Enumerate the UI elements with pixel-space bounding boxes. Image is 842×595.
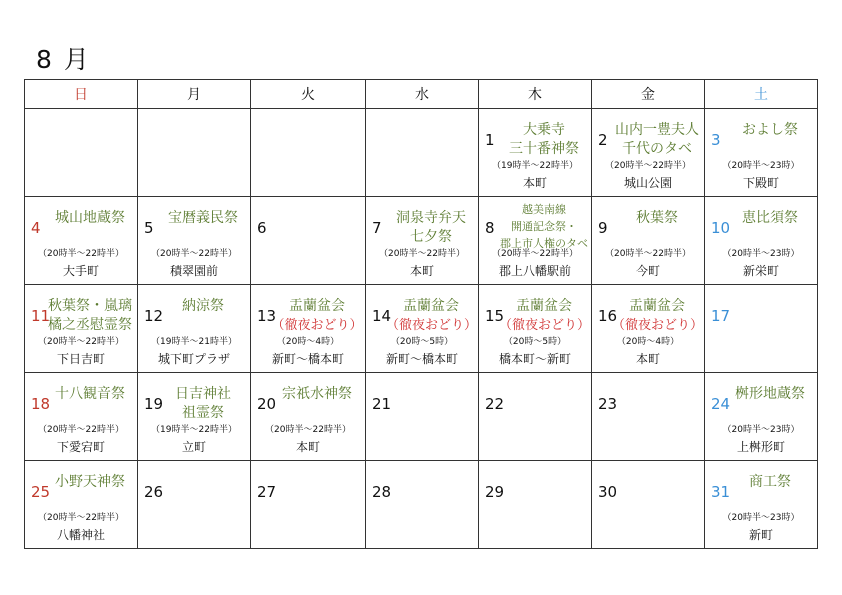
- calendar-day-cell: [705, 109, 818, 197]
- day-number: 28: [372, 483, 392, 501]
- event-name-line: 三十番神祭: [509, 141, 579, 157]
- event-time: （20時半～22時半）: [492, 249, 578, 259]
- event-time: （20時～4時）: [276, 337, 340, 347]
- event-name-line: 十八観音祭: [55, 386, 125, 402]
- weekday-monday: 月: [138, 80, 251, 109]
- event-time: （20時半～23時）: [722, 161, 800, 171]
- event-place: 郡上八幡駅前: [498, 264, 571, 278]
- day-number: 3: [711, 131, 721, 149]
- day-number: 29: [485, 483, 505, 501]
- calendar-day-cell: [366, 285, 479, 373]
- event-name-line: 祖霊祭: [182, 405, 224, 421]
- event-name: [45, 385, 135, 404]
- calendar-day-cell: [479, 373, 592, 461]
- event-name-line: 越美南線: [522, 203, 566, 216]
- event-time: （19時半～22時半）: [151, 425, 237, 435]
- calendar-day-cell: [592, 461, 705, 549]
- day-number: 9: [598, 219, 608, 237]
- event-place: 今町: [635, 264, 660, 278]
- event-time: （20時～4時）: [616, 337, 680, 347]
- event-name-line: 七夕祭: [410, 229, 452, 245]
- weekday-sunday: 日: [25, 80, 138, 109]
- event-name-line: 盂蘭盆会: [403, 298, 459, 314]
- event-name: [725, 473, 815, 492]
- event-place: 大手町: [62, 264, 99, 278]
- day-number: 13: [257, 307, 277, 325]
- event-note: （徹夜おどり）: [386, 318, 478, 333]
- day-number: 17: [711, 307, 731, 325]
- event-name-line: 納涼祭: [182, 298, 224, 314]
- event-time: （20時半～22時半）: [265, 425, 351, 435]
- calendar-day-cell: [25, 373, 138, 461]
- calendar-day-cell: [705, 373, 818, 461]
- calendar-day-cell: [592, 109, 705, 197]
- event-name: [158, 209, 248, 228]
- event-name-line: 盂蘭盆会: [289, 298, 345, 314]
- event-time: （20時半～22時半）: [379, 249, 465, 259]
- weekday-thursday: 木: [479, 80, 592, 109]
- day-number: 30: [598, 483, 618, 501]
- event-place: 城下町プラザ: [157, 352, 230, 366]
- event-place: 橋本町～新町: [498, 352, 571, 366]
- calendar-day-cell: [25, 285, 138, 373]
- event-name: [499, 121, 589, 159]
- event-name: [45, 473, 135, 492]
- calendar-day-cell: [479, 109, 592, 197]
- event-place: 立町: [181, 440, 206, 454]
- weekday-tuesday: 火: [251, 80, 366, 109]
- event-place: 下殿町: [742, 176, 779, 190]
- day-number: 25: [31, 483, 51, 501]
- event-place: 下日吉町: [56, 352, 105, 366]
- weekday-friday: 金: [592, 80, 705, 109]
- event-place: 上桝形町: [736, 440, 785, 454]
- event-place: 新栄町: [742, 264, 779, 278]
- calendar-day-cell: [25, 197, 138, 285]
- event-name-line: 郡上市人権のタベ: [500, 237, 588, 250]
- day-number: 7: [372, 219, 382, 237]
- event-time: （20時半～22時半）: [38, 249, 124, 259]
- event-time: （20時半～22時半）: [605, 249, 691, 259]
- calendar-day-cell: [592, 285, 705, 373]
- calendar-day-cell: [592, 197, 705, 285]
- event-name-line: 大乗寺: [523, 122, 565, 138]
- day-number: 12: [144, 307, 164, 325]
- event-name: [725, 121, 815, 140]
- event-name: [499, 297, 589, 335]
- day-number: 4: [31, 219, 41, 237]
- event-time: （20時半～23時）: [722, 249, 800, 259]
- weekday-wednesday: 水: [366, 80, 479, 109]
- calendar-day-cell: [25, 461, 138, 549]
- calendar-week-row: [25, 285, 818, 373]
- calendar-day-cell: [705, 197, 818, 285]
- calendar-day-cell: [479, 461, 592, 549]
- calendar-day-cell: [705, 461, 818, 549]
- event-time: （20時半～23時）: [722, 513, 800, 523]
- calendar-day-cell: [138, 461, 251, 549]
- event-name: [386, 209, 476, 247]
- calendar-day-cell: [592, 373, 705, 461]
- event-name-line: 恵比須祭: [742, 210, 798, 226]
- event-name-line: 小野天神祭: [55, 474, 125, 490]
- day-number: 5: [144, 219, 154, 237]
- event-time: （20時～5時）: [390, 337, 454, 347]
- event-place: 積翠園前: [169, 264, 218, 278]
- calendar-day-cell: [251, 285, 366, 373]
- event-name-line: 宝暦義民祭: [168, 210, 238, 226]
- event-name: [612, 297, 702, 335]
- event-time: （19時半～21時半）: [151, 337, 237, 347]
- event-name: [499, 201, 589, 252]
- event-place: 本町: [295, 440, 320, 454]
- calendar-day-cell: [251, 109, 366, 197]
- calendar-day-cell: [25, 109, 138, 197]
- event-name: [612, 209, 702, 228]
- event-name: [725, 385, 815, 404]
- event-time: （20時半～22時半）: [38, 337, 124, 347]
- event-time: （20時半～22時半）: [605, 161, 691, 171]
- day-number: 8: [485, 219, 495, 237]
- event-name: [158, 385, 248, 423]
- event-name: [612, 121, 702, 159]
- event-name: [158, 297, 248, 316]
- event-place: 新町～橋本町: [271, 352, 344, 366]
- event-name-line: 商工祭: [749, 474, 791, 490]
- event-name-line: 宗祇水神祭: [282, 386, 352, 402]
- day-number: 31: [711, 483, 731, 501]
- month-title: 8 月: [36, 45, 91, 74]
- day-number: 26: [144, 483, 164, 501]
- event-note: （徹夜おどり）: [271, 318, 363, 333]
- event-name-line: 桝形地蔵祭: [735, 386, 805, 402]
- event-name-line: 洞泉寺弁天: [396, 210, 466, 226]
- event-place: 新町～橋本町: [385, 352, 458, 366]
- day-number: 21: [372, 395, 392, 413]
- event-name: [725, 209, 815, 228]
- calendar-week-row: [25, 109, 818, 197]
- day-number: 14: [372, 307, 392, 325]
- event-note: （徹夜おどり）: [499, 318, 591, 333]
- event-place: 下愛宕町: [56, 440, 105, 454]
- event-place: 本町: [635, 352, 660, 366]
- event-name: [271, 385, 363, 404]
- day-number: 16: [598, 307, 618, 325]
- event-time: （20時半～22時半）: [38, 513, 124, 523]
- day-number: 10: [711, 219, 731, 237]
- event-name: [386, 297, 476, 335]
- day-number: 24: [711, 395, 731, 413]
- event-name: [45, 297, 135, 335]
- event-name-line: 山内一豊夫人: [615, 122, 699, 138]
- event-place: 本町: [409, 264, 434, 278]
- event-name-line: 城山地蔵祭: [55, 210, 125, 226]
- calendar-day-cell: [366, 197, 479, 285]
- weekday-header-row: [25, 80, 818, 109]
- calendar-day-cell: [138, 373, 251, 461]
- event-place: 城山公園: [623, 176, 672, 190]
- event-name-line: 盂蘭盆会: [516, 298, 572, 314]
- calendar-week-row: [25, 197, 818, 285]
- weekday-saturday: 土: [705, 80, 818, 109]
- day-number: 6: [257, 219, 267, 237]
- calendar-day-cell: [366, 461, 479, 549]
- event-time: （20時半～23時）: [722, 425, 800, 435]
- day-number: 22: [485, 395, 505, 413]
- event-place: 新町: [748, 528, 773, 542]
- calendar-day-cell: [479, 285, 592, 373]
- event-place: 八幡神社: [56, 528, 105, 542]
- calendar-week-row: [25, 373, 818, 461]
- event-time: （20時～5時）: [503, 337, 567, 347]
- event-name-line: 秋葉祭・嵐璃: [48, 298, 132, 314]
- day-number: 1: [485, 131, 495, 149]
- day-number: 23: [598, 395, 618, 413]
- calendar-day-cell: [251, 197, 366, 285]
- calendar-day-cell: [366, 109, 479, 197]
- event-time: （19時半～22時半）: [492, 161, 578, 171]
- calendar-day-cell: [705, 285, 818, 373]
- day-number: 18: [31, 395, 51, 413]
- calendar-day-cell: [366, 373, 479, 461]
- calendar-day-cell: [251, 461, 366, 549]
- event-time: （20時半～22時半）: [38, 425, 124, 435]
- calendar-day-cell: [251, 373, 366, 461]
- calendar-day-cell: [479, 197, 592, 285]
- event-note: （徹夜おどり）: [612, 318, 704, 333]
- calendar-day-cell: [138, 285, 251, 373]
- day-number: 27: [257, 483, 277, 501]
- event-name-line: 盂蘭盆会: [629, 298, 685, 314]
- event-name-line: 秋葉祭: [636, 210, 678, 226]
- event-name: [271, 297, 363, 335]
- day-number: 2: [598, 131, 608, 149]
- day-number: 20: [257, 395, 277, 413]
- calendar-grid: [24, 79, 818, 549]
- day-number: 15: [485, 307, 505, 325]
- event-name-line: 千代のタベ: [622, 141, 692, 157]
- day-number: 11: [31, 307, 51, 325]
- event-name-line: およし祭: [742, 122, 798, 138]
- event-name-line: 開通記念祭・: [511, 220, 577, 233]
- calendar-day-cell: [138, 197, 251, 285]
- event-time: （20時半～22時半）: [151, 249, 237, 259]
- calendar-day-cell: [138, 109, 251, 197]
- event-name-line: 橘之丞慰霊祭: [48, 317, 132, 333]
- calendar-week-row: [25, 461, 818, 549]
- event-name-line: 日吉神社: [175, 386, 231, 402]
- event-place: 本町: [522, 176, 547, 190]
- event-name: [45, 209, 135, 228]
- day-number: 19: [144, 395, 164, 413]
